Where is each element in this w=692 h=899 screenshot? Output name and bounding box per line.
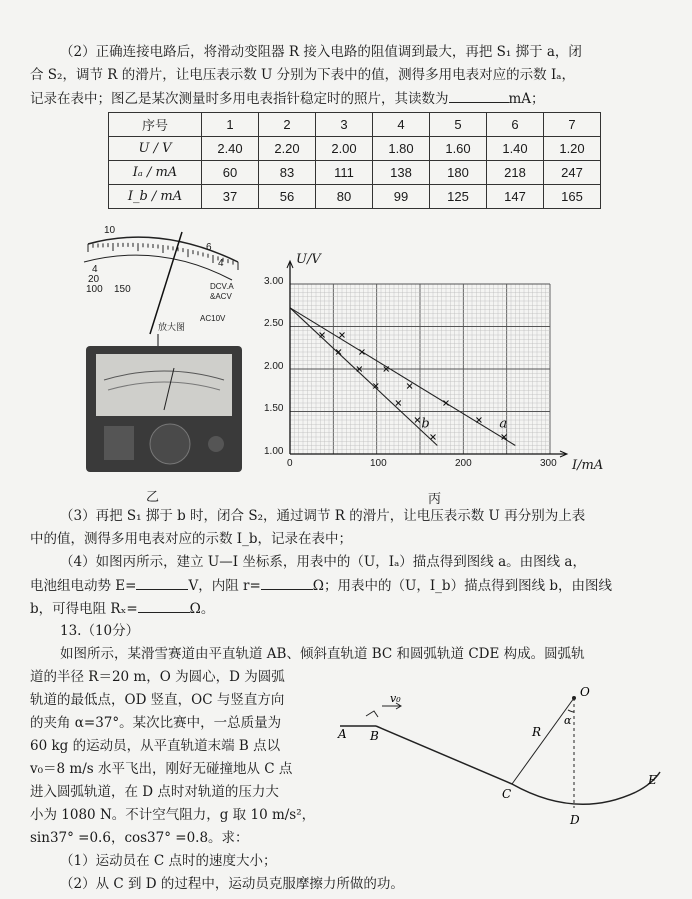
table-cell: 5 bbox=[430, 113, 487, 137]
table-cell: 37 bbox=[202, 185, 259, 209]
table-cell: 2.00 bbox=[316, 137, 373, 161]
q13-line2: 道的半径 R＝20 m，O 为圆心，D 为圆弧 bbox=[30, 669, 285, 685]
p4-line3: b，可得电阻 Rₓ= Ω。 bbox=[30, 598, 672, 619]
meter-num-100: 100 bbox=[86, 284, 103, 295]
table-cell: 1.20 bbox=[544, 137, 601, 161]
series-label-a: a bbox=[499, 416, 508, 432]
p2-line3: 记录在表中；图乙是某次测量时多用电表指针稳定时的照片，其读数为 mA； bbox=[30, 88, 672, 109]
table-row-header: 序号 bbox=[109, 113, 202, 137]
track-cde bbox=[512, 772, 660, 804]
y-tick-250: 2.50 bbox=[264, 318, 284, 329]
table-row bbox=[109, 185, 601, 209]
table-cell: 6 bbox=[487, 113, 544, 137]
table-cell: 111 bbox=[316, 161, 373, 185]
track-diagram bbox=[336, 680, 672, 830]
label-alpha: α bbox=[564, 714, 572, 727]
zoom-label: 放大图 bbox=[158, 323, 186, 333]
x-tick-0: 0 bbox=[287, 458, 293, 469]
meter-num-4: 4 bbox=[218, 258, 224, 269]
p3-line1: （3）再把 S₁ 掷于 b 时，闭合 S₂，通过调节 R 的滑片，让电压表示数 U 再分别为上表 bbox=[60, 508, 586, 524]
meter-scale-acv: &ACV bbox=[210, 292, 232, 301]
meter-needle bbox=[150, 232, 182, 334]
p2-line2: 合 S₂，调节 R 的滑片，让电压表示数 U 分别为下表中的值，测得多用电表对应的示数 Iₐ， bbox=[30, 67, 575, 83]
label-c: C bbox=[502, 787, 512, 801]
table-row-header: U / V bbox=[109, 137, 202, 161]
p2-line1: （2）正确连接电路后，将滑动变阻器 R 接入电路的阻值调到最大，再把 S₁ 掷于 a，闭 bbox=[60, 44, 582, 60]
table-row bbox=[109, 113, 601, 137]
q13-line4: 的夹角 α=37°。某次比赛中，一总质量为 bbox=[30, 715, 282, 731]
series-label-b: b bbox=[421, 416, 430, 432]
ui-chart bbox=[260, 248, 610, 474]
table-cell: 2 bbox=[259, 113, 316, 137]
q13-line9: sin37° =0.6，cos37° =0.8。求： bbox=[30, 830, 249, 846]
table-cell: 218 bbox=[487, 161, 544, 185]
table-cell: 1 bbox=[202, 113, 259, 137]
table-cell: 1.80 bbox=[373, 137, 430, 161]
label-b: B bbox=[370, 729, 379, 743]
chart-xlabel: I/mA bbox=[572, 458, 604, 473]
table-row-header: Iₐ / mA bbox=[109, 161, 202, 185]
meter-scale-ac10v: AC10V bbox=[200, 314, 226, 323]
table-cell: 3 bbox=[316, 113, 373, 137]
q13-line6: v₀＝8 m/s 水平飞出，刚好无碰撞地从 C 点 bbox=[30, 761, 293, 777]
q13-heading: 13.（10分） bbox=[60, 623, 140, 639]
table-cell: 1.40 bbox=[487, 137, 544, 161]
table-cell: 180 bbox=[430, 161, 487, 185]
table-cell: 99 bbox=[373, 185, 430, 209]
label-v0: v₀ bbox=[390, 692, 401, 705]
table-cell: 2.40 bbox=[202, 137, 259, 161]
p3-line2: 中的值，测得多用电表对应的示数 I_b，记录在表中； bbox=[30, 531, 353, 547]
chart-ylabel: U/V bbox=[296, 252, 321, 267]
y-tick-100: 1.00 bbox=[264, 446, 284, 457]
table-cell: 60 bbox=[202, 161, 259, 185]
table-cell: 80 bbox=[316, 185, 373, 209]
table-cell: 7 bbox=[544, 113, 601, 137]
q13-question2: （2）从 C 到 D 的过程中，运动员克服摩擦力所做的功。 bbox=[60, 876, 404, 892]
q13-line1: 如图所示，某滑雪赛道由平直轨道 AB、倾斜直轨道 BC 和圆弧轨道 CDE 构成。圆弧轨 bbox=[60, 646, 585, 662]
meter-scale-dcv: DCV.A bbox=[210, 282, 234, 291]
label-e: E bbox=[648, 773, 657, 787]
table-cell: 56 bbox=[259, 185, 316, 209]
table-cell: 125 bbox=[430, 185, 487, 209]
table-row-header: I_b / mA bbox=[109, 185, 202, 209]
y-tick-300: 3.00 bbox=[264, 276, 284, 287]
table-row bbox=[109, 161, 601, 185]
q13-line5: 60 kg 的运动员，从平直轨道末端 B 点以 bbox=[30, 738, 281, 754]
label-a: A bbox=[338, 727, 347, 741]
meter-num-10: 10 bbox=[104, 225, 116, 236]
meter-num-6: 6 bbox=[206, 242, 212, 253]
q13-line7: 进入圆弧轨道，在 D 点时对轨道的压力大 bbox=[30, 784, 279, 800]
data-table bbox=[108, 112, 601, 209]
label-r: R bbox=[532, 725, 542, 739]
meter-num-4b: 4 bbox=[92, 264, 98, 275]
skier-icon bbox=[366, 711, 378, 717]
answer-blank-r bbox=[261, 575, 313, 590]
label-o: O bbox=[580, 685, 590, 699]
x-tick-200: 200 bbox=[455, 458, 472, 469]
caption-yi: 乙 bbox=[146, 490, 160, 505]
caption-bing: 丙 bbox=[428, 492, 442, 507]
p4-line1: （4）如图丙所示，建立 U—I 坐标系，用表中的（U，Iₐ）描点得到图线 a。由图线 a， bbox=[60, 554, 586, 570]
x-tick-100: 100 bbox=[370, 458, 387, 469]
table-cell: 4 bbox=[373, 113, 430, 137]
table-cell: 83 bbox=[259, 161, 316, 185]
table-cell: 138 bbox=[373, 161, 430, 185]
y-tick-150: 1.50 bbox=[264, 403, 284, 414]
y-tick-200: 2.00 bbox=[264, 361, 284, 372]
meter-num-150: 150 bbox=[114, 284, 131, 295]
label-d: D bbox=[570, 813, 580, 827]
q13-line8: 小为 1080 N。不计空气阻力，g 取 10 m/s²， bbox=[30, 807, 316, 823]
table-cell: 165 bbox=[544, 185, 601, 209]
p4-line2: 电池组电动势 E= V，内阻 r= Ω；用表中的（U，I_b）描点得到图线 b，由图线 bbox=[30, 575, 672, 596]
x-tick-300: 300 bbox=[540, 458, 557, 469]
meter-num-20: 20 bbox=[88, 274, 100, 285]
answer-blank-reading bbox=[449, 88, 509, 103]
table-row bbox=[109, 137, 601, 161]
table-cell: 2.20 bbox=[259, 137, 316, 161]
table-cell: 147 bbox=[487, 185, 544, 209]
answer-blank-emf bbox=[136, 575, 188, 590]
q13-line3: 轨道的最低点，OD 竖直，OC 与竖直方向 bbox=[30, 692, 285, 708]
table-cell: 1.60 bbox=[430, 137, 487, 161]
answer-blank-rx bbox=[138, 598, 190, 613]
q13-question1: （1）运动员在 C 点时的速度大小； bbox=[60, 853, 277, 869]
table-cell: 247 bbox=[544, 161, 601, 185]
track-bc bbox=[376, 726, 512, 784]
radius-oc bbox=[512, 698, 574, 784]
